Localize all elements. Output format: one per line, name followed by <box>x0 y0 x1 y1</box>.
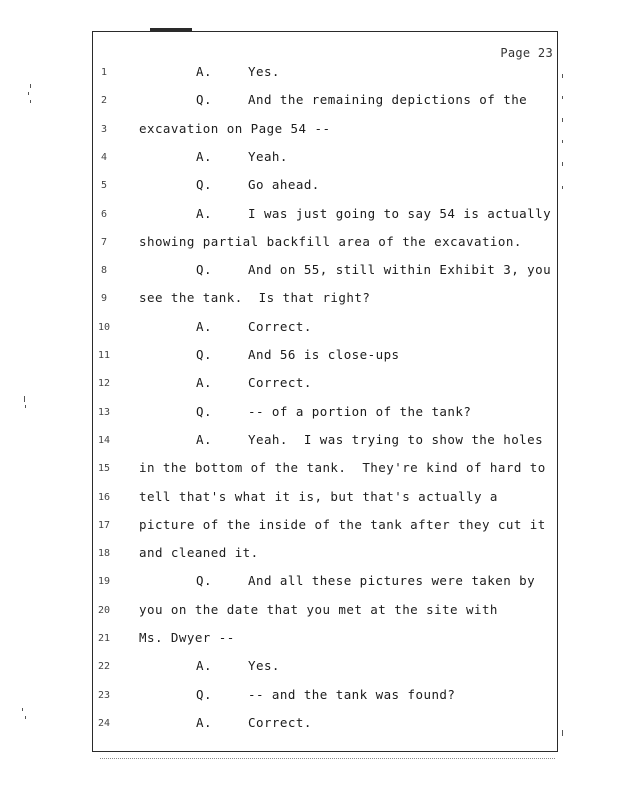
transcript-line <box>0 149 619 169</box>
transcript-line <box>0 234 619 254</box>
transcript-line <box>0 573 619 593</box>
line-number: 16 <box>97 491 111 503</box>
transcript-line <box>0 319 619 339</box>
line-number: 5 <box>100 180 108 192</box>
line-text: Correct. <box>248 375 312 391</box>
line-number: 4 <box>100 151 108 163</box>
line-number: 19 <box>97 576 111 588</box>
line-text: Yeah. <box>248 148 288 164</box>
line-text: picture of the inside of the tank after they cut it <box>139 516 546 532</box>
transcript-line <box>0 630 619 650</box>
line-number: 6 <box>100 208 108 220</box>
line-text: Correct. <box>248 714 312 730</box>
transcript-line <box>0 92 619 112</box>
line-text: -- and the tank was found? <box>248 686 456 702</box>
line-text: And on 55, still within Exhibit 3, you <box>248 262 552 278</box>
line-text: in the bottom of the tank. They're kind of hard to <box>139 460 546 476</box>
line-number: 10 <box>97 321 111 333</box>
transcript-line <box>0 64 619 84</box>
speaker-label: A. <box>196 375 212 391</box>
transcript-line <box>0 460 619 480</box>
line-number: 12 <box>97 378 111 390</box>
speaker-label: Q. <box>196 262 212 278</box>
line-number: 7 <box>100 236 108 248</box>
transcript-line <box>0 658 619 678</box>
scan-artifact <box>100 756 555 759</box>
page-number: Page 23 <box>500 46 553 60</box>
line-text: Go ahead. <box>248 177 320 193</box>
line-text: and cleaned it. <box>139 545 259 561</box>
transcript-line <box>0 347 619 367</box>
line-text: you on the date that you met at the site with <box>139 601 498 617</box>
line-number: 18 <box>97 548 111 560</box>
transcript-line <box>0 489 619 509</box>
speaker-label: A. <box>196 318 212 334</box>
speaker-label: A. <box>196 205 212 221</box>
transcript-line <box>0 121 619 141</box>
line-text: Yes. <box>248 64 280 79</box>
speaker-label: Q. <box>196 573 212 589</box>
speaker-label: Q. <box>196 347 212 362</box>
speaker-label: A. <box>196 148 212 164</box>
speaker-label: A. <box>196 431 212 447</box>
line-number: 9 <box>100 293 108 305</box>
line-text: And 56 is close-ups <box>248 347 400 362</box>
line-number: 20 <box>97 604 111 616</box>
transcript-line <box>0 290 619 310</box>
line-number: 13 <box>97 406 111 418</box>
line-number: 23 <box>97 689 111 701</box>
speaker-label: Q. <box>196 177 212 193</box>
line-number: 22 <box>97 661 111 673</box>
line-number: 2 <box>100 95 108 107</box>
line-text: Ms. Dwyer -- <box>139 630 235 645</box>
transcript-line <box>0 517 619 537</box>
transcript-line <box>0 715 619 735</box>
line-text: And the remaining depictions of the <box>248 92 528 108</box>
line-text: And all these pictures were taken by <box>248 573 536 589</box>
transcript-line <box>0 404 619 424</box>
speaker-label: Q. <box>196 403 212 419</box>
line-number: 21 <box>97 633 111 644</box>
speaker-label: A. <box>196 658 212 674</box>
line-number: 17 <box>97 519 111 531</box>
line-number: 24 <box>97 717 111 729</box>
speaker-label: A. <box>196 714 212 730</box>
line-number: 14 <box>97 434 111 446</box>
line-number: 11 <box>97 350 111 361</box>
line-number: 8 <box>100 265 108 277</box>
transcript-line <box>0 375 619 395</box>
line-text: I was just going to say 54 is actually <box>248 205 552 221</box>
line-text: excavation on Page 54 -- <box>139 120 331 136</box>
speaker-label: Q. <box>196 686 212 702</box>
speaker-label: A. <box>196 64 212 79</box>
line-text: tell that's what it is, but that's actually a <box>139 488 498 504</box>
speaker-label: Q. <box>196 92 212 108</box>
line-number: 15 <box>97 463 111 475</box>
line-number: 3 <box>100 123 108 135</box>
transcript-line <box>0 206 619 226</box>
line-text: Correct. <box>248 318 312 334</box>
transcript-line <box>0 432 619 452</box>
transcript-line <box>0 545 619 565</box>
line-number: 1 <box>100 67 108 78</box>
line-text: showing partial backfill area of the excavation. <box>139 233 522 249</box>
transcript-line <box>0 687 619 707</box>
transcript-line <box>0 262 619 282</box>
line-text: -- of a portion of the tank? <box>248 403 472 419</box>
line-text: Yeah. I was trying to show the holes <box>248 431 544 447</box>
transcript-line <box>0 177 619 197</box>
transcript-line <box>0 602 619 622</box>
line-text: see the tank. Is that right? <box>139 290 371 306</box>
line-text: Yes. <box>248 658 280 674</box>
